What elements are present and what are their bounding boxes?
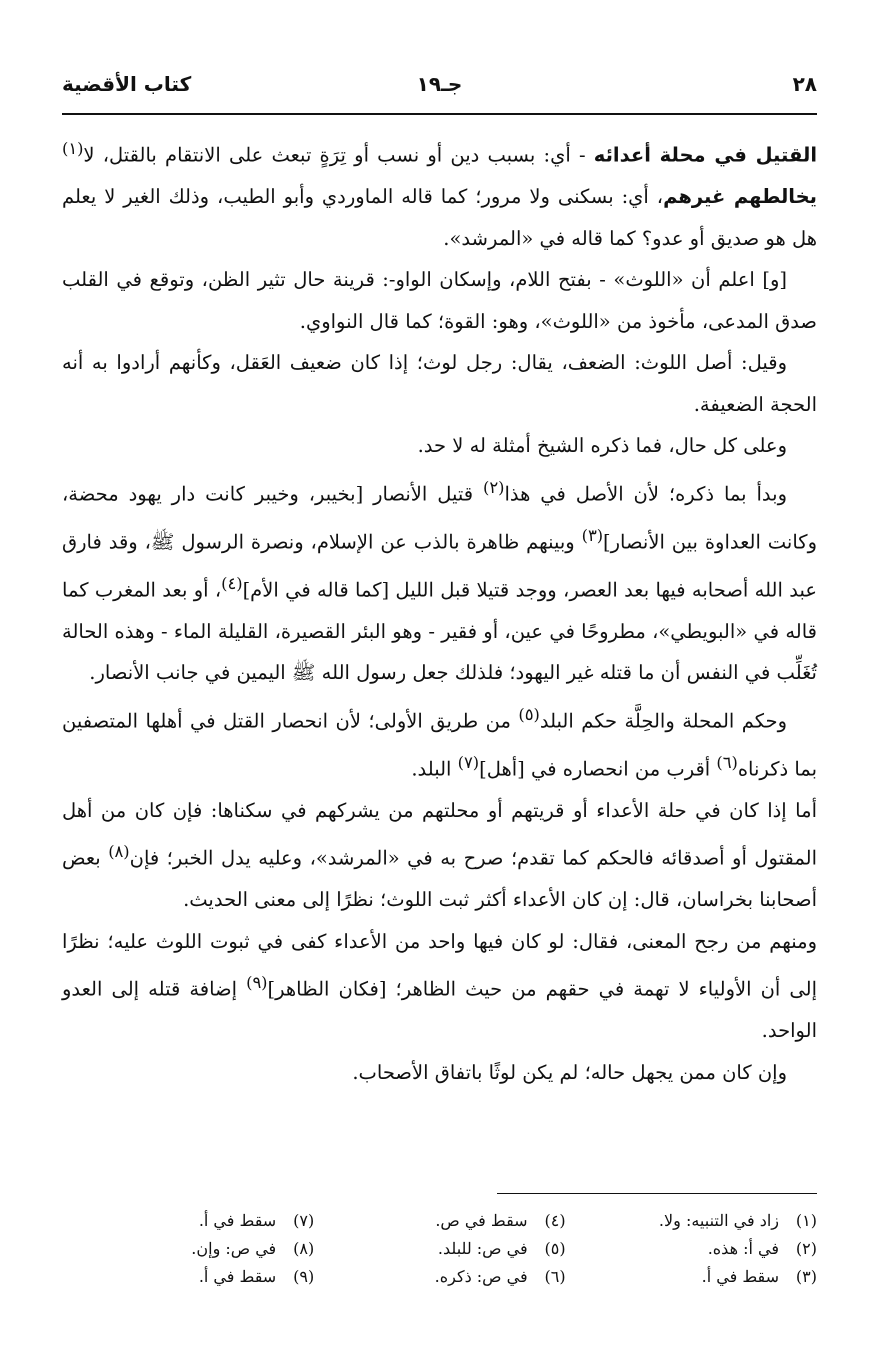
footnote-text: زاد في التنبيه: ولا. — [658, 1211, 779, 1230]
header-rule — [62, 113, 817, 115]
paragraph-text: أقرب من انحصاره في [أهل] — [479, 757, 717, 780]
footnote-number: (١) — [795, 1211, 817, 1230]
paragraph-1 — [62, 128, 817, 259]
footnote-ref: (٤) — [221, 573, 243, 593]
footnote-1 — [566, 1207, 817, 1235]
footnote-text: في أ: هذه. — [707, 1239, 779, 1258]
book-title: كتاب الأقضية — [62, 72, 192, 96]
paragraph-text: وحكم المحلة والحِلَّة حكم البلد — [539, 709, 788, 732]
footnote-ref: (٨) — [108, 842, 130, 861]
paragraph-2: [و] اعلم أن «اللوث» - بفتح اللام، وإسكان الواو-: قرينة حال تثير الظن، وتوقع في القلب صدق المدعى، مأخوذ من «اللوث»، وهو: القوة؛ كما قال النواوي. — [62, 268, 817, 333]
paragraph-text: بعض أصحابنا بخراسان، قال: إن كان الأعداء أكثر ثبت اللوث؛ نظرًا إلى معنى الحديث. — [62, 846, 817, 911]
paragraph-7 — [62, 790, 817, 921]
footnote-number: (٧) — [293, 1211, 315, 1230]
footnote-number: (٥) — [544, 1239, 566, 1258]
footnote-ref: (٧) — [457, 752, 480, 772]
footnotes — [62, 1207, 817, 1291]
paragraph-5 — [62, 467, 817, 694]
footnote-6 — [314, 1263, 565, 1291]
volume-number: جـ١٩ — [416, 72, 463, 96]
footnote-row — [62, 1235, 817, 1263]
paragraph-4: وعلى كل حال، فما ذكره الشيخ أمثلة له لا حد. — [417, 434, 787, 457]
paragraph-text: وبدأ بما ذكره؛ لأن الأصل في هذا — [504, 482, 787, 505]
footnote-text: في ص: ذكره. — [434, 1267, 528, 1286]
page-number: ٢٨ — [792, 72, 817, 96]
footnote-number: (٩) — [293, 1267, 315, 1286]
footnote-2 — [566, 1235, 817, 1263]
footnote-ref: (٢) — [483, 477, 505, 497]
footnote-ref: (٦) — [716, 752, 738, 772]
footnote-9 — [63, 1263, 314, 1291]
footnote-5 — [314, 1235, 565, 1263]
paragraph-text: ، أو بعد المغرب كما قاله في «البويطي»، مطروحًا في عين، أو فقير - وهو البئر القصيرة، القليلة الماء - وهذه الحالة تُغَلِّب في النفس أن ما قتله غير اليهود؛ فلذلك جعل رسول الله ﷺ اليمين في جانب الأنصار. — [62, 578, 817, 684]
paragraph-6 — [62, 694, 817, 790]
paragraph-text: ومنهم من رجح المعنى، فقال: لو كان فيها واحد من الأعداء كفى في ثبوت اللوث عليه؛ نظرًا إلى أن الأولياء لا تهمة في حقهم من حيث الظاهر؛ [فكان الظاهر] — [62, 929, 817, 1001]
footnote-number: (٣) — [795, 1267, 817, 1286]
footnote-7 — [63, 1207, 314, 1235]
paragraph-text: وبينهم ظاهرة بالذب عن الإسلام، ونصرة الرسول ﷺ، وقد فارق عبد الله أصحابه فيها بعد العصر، ووجد قتيلا قبل الليل [كما قاله في الأم] — [62, 530, 817, 601]
footnote-number: (٤) — [544, 1211, 566, 1230]
footnote-rule — [497, 1193, 817, 1194]
bold-phrase: يخالطهم غيرهم — [663, 185, 817, 208]
paragraph-text: من طريق الأولى؛ لأن انحصار القتل في أهلها المتصفين بما ذكرناه — [62, 709, 817, 780]
footnote-number: (٦) — [544, 1267, 566, 1286]
paragraph-9: وإن كان ممن يجهل حاله؛ لم يكن لوثًا باتفاق الأصحاب. — [352, 1060, 787, 1084]
paragraph-text: قتيل الأنصار [بخيبر، وخيبر كانت دار يهود محضة، وكانت العداوة بين الأنصار] — [62, 482, 817, 553]
footnote-ref: (٥) — [518, 704, 540, 724]
main-text — [62, 128, 817, 1093]
footnote-number: (٢) — [795, 1239, 817, 1258]
paragraph-text: ، أي: بسكنى ولا مرور؛ كما قاله الماوردي وأبو الطيب، وذلك الغير لا يعلم هل هو صديق أو عدو؟ كما قاله في «المرشد». — [62, 185, 817, 250]
running-header — [62, 70, 817, 106]
footnote-ref: (٣) — [581, 525, 604, 545]
paragraph-3: وقيل: أصل اللوث: الضعف، يقال: رجل لوث؛ إذا كان ضعيف العَقل، وكأنهم أرادوا به أنه الحجة الضعيفة. — [62, 351, 817, 416]
footnote-ref: (٩) — [246, 973, 268, 992]
footnote-text: سقط في أ. — [198, 1211, 277, 1230]
footnote-text: سقط في أ. — [198, 1267, 277, 1286]
footnote-number: (٨) — [293, 1239, 315, 1258]
footnote-ref: (١) — [62, 139, 84, 158]
footnote-text: في ص: وإن. — [191, 1239, 277, 1258]
paragraph-text: أما إذا كان في حلة الأعداء أو قريتهم أو محلتهم من يشركهم في سكناها: فإن كان من أهل المقتول أو أصدقائه فالحكم كما تقدم؛ صرح به في «المرشد»، وعليه يدل الخبر؛ فإن — [62, 798, 817, 870]
paragraph-text: البلد. — [411, 757, 458, 780]
bold-phrase: القتيل في محلة أعدائه — [593, 143, 817, 167]
footnote-3 — [566, 1263, 817, 1291]
paragraph-text: إضافة قتله إلى العدو الواحد. — [62, 977, 817, 1042]
paragraph-8 — [62, 921, 817, 1052]
paragraph-text: - أي: بسبب دين أو نسب أو تِرَةٍ تبعث على الانتقام بالقتل، لا — [83, 143, 594, 167]
footnote-row — [62, 1207, 817, 1235]
footnote-text: سقط في أ. — [701, 1267, 779, 1286]
footnote-text: في ص: للبلد. — [437, 1239, 528, 1258]
footnote-8 — [63, 1235, 314, 1263]
footnote-row — [62, 1263, 817, 1291]
footnote-4 — [314, 1207, 565, 1235]
footnote-text: سقط في ص. — [435, 1211, 528, 1230]
